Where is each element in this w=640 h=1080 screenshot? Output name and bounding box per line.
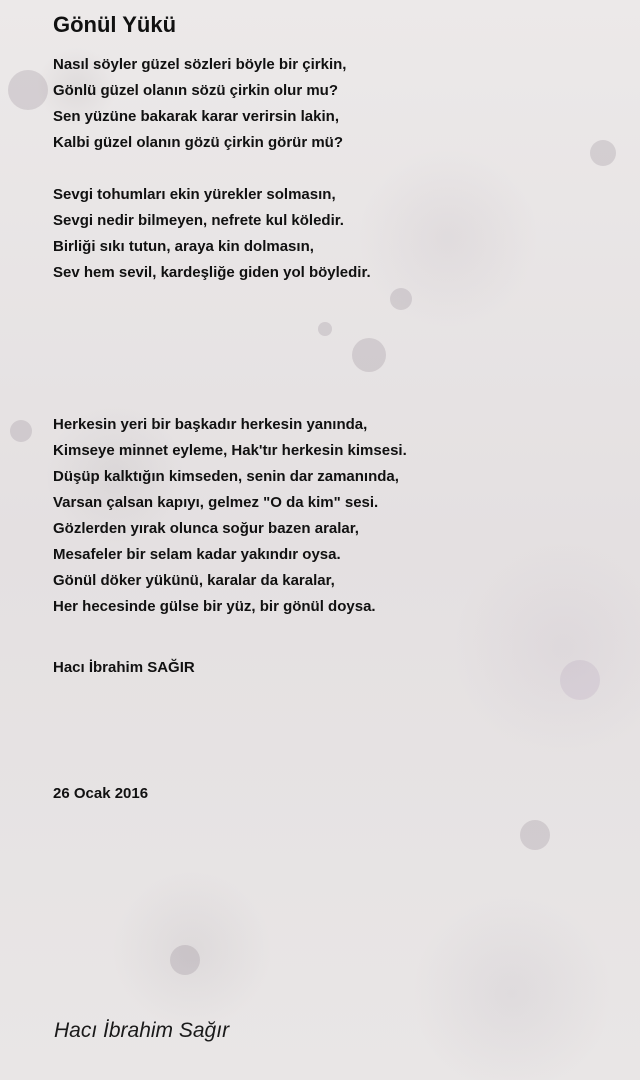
poem-line: Kimseye minnet eyleme, Hak'tır herkesin kimsesi. [53, 442, 407, 459]
poem-line: Varsan çalsan kapıyı, gelmez "O da kim" sesi. [53, 494, 379, 511]
poem-line: Sen yüzüne bakarak karar verirsin lakin, [53, 108, 339, 125]
poem-line: Sev hem sevil, kardeşliğe giden yol böyledir. [53, 264, 371, 281]
ink-blot [590, 140, 616, 166]
poem-date: 26 Ocak 2016 [53, 785, 149, 802]
stanza-3 [53, 412, 407, 620]
poem-line: Her hecesinde gülse bir yüz, bir gönül doysa. [53, 598, 376, 615]
ink-blot [520, 820, 550, 850]
poem-line: Mesafeler bir selam kadar yakındır oysa. [53, 546, 341, 563]
ink-blot [560, 660, 600, 700]
poem-line: Nasıl söyler güzel sözleri böyle bir çirkin, [53, 56, 347, 73]
poem-line: Düşüp kalktığın kimseden, senin dar zamanında, [53, 468, 399, 485]
stanza-2 [53, 182, 371, 286]
poem-line: Gönlü güzel olanın sözü çirkin olur mu? [53, 82, 339, 99]
poem-page [53, 10, 613, 802]
poem-line: Kalbi güzel olanın gözü çirkin görür mü? [53, 134, 344, 151]
ink-blot [352, 338, 386, 372]
poem-author: Hacı İbrahim SAĞIR [53, 659, 195, 676]
poem-line: Gönül döker yükünü, karalar da karalar, [53, 572, 335, 589]
poem-line: Sevgi nedir bilmeyen, nefrete kul köledir. [53, 212, 344, 229]
ink-blot [390, 288, 412, 310]
poem-title: Gönül Yükü [53, 12, 177, 37]
poem-line: Birliği sıkı tutun, araya kin dolmasın, [53, 238, 314, 255]
ink-blot [8, 70, 48, 110]
ink-blot [318, 322, 332, 336]
poem-line: Herkesin yeri bir başkadır herkesin yanında, [53, 416, 368, 433]
author-signature: Hacı İbrahim Sağır [54, 1019, 230, 1042]
poem-line: Sevgi tohumları ekin yürekler solmasın, [53, 186, 336, 203]
stanza-1 [53, 52, 346, 156]
ink-blot [170, 945, 200, 975]
poem-line: Gözlerden yırak olunca soğur bazen aralar, [53, 520, 359, 537]
ink-blot [10, 420, 32, 442]
